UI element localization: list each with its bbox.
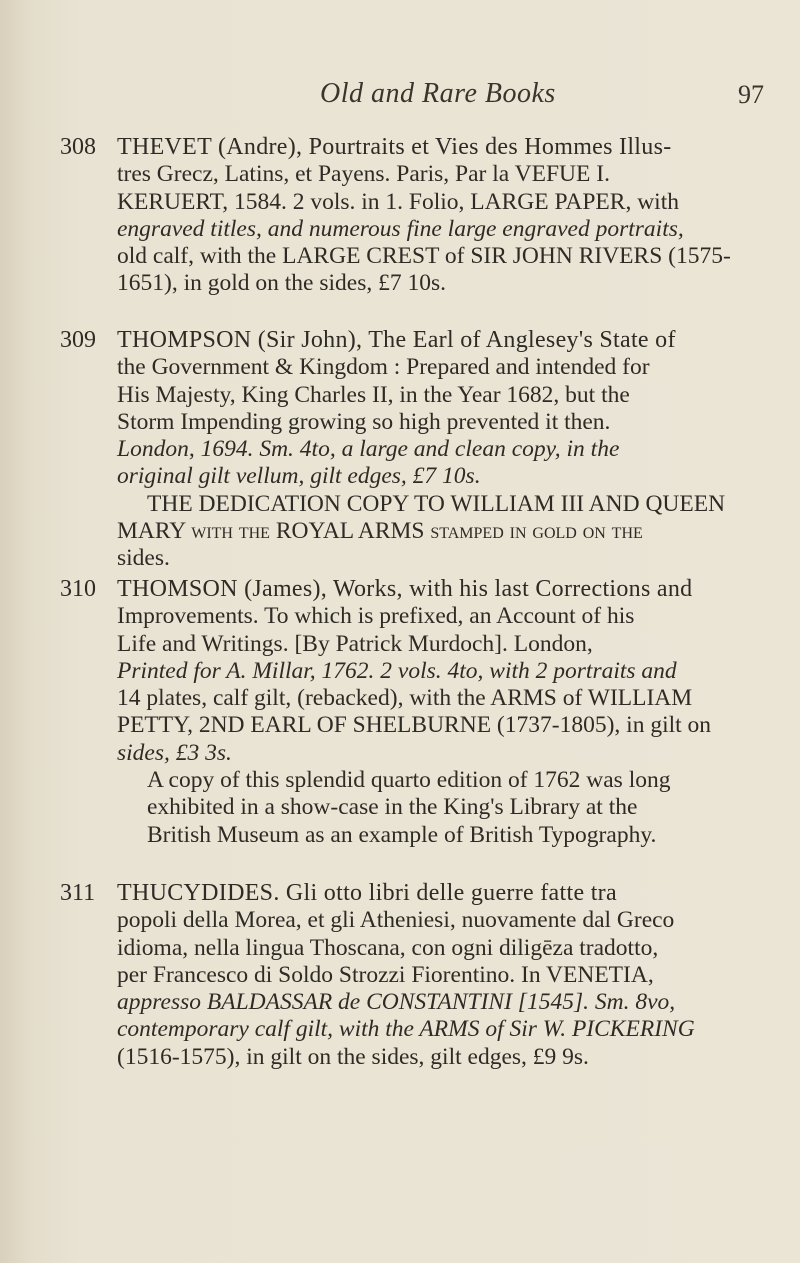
entry-note: MARY with the ROYAL ARMS stamped in gold on the bbox=[117, 518, 643, 545]
entry-description bbox=[117, 576, 777, 849]
entry-line: THOMPSON (Sir John), The Earl of Anglesey's State of bbox=[117, 327, 676, 353]
entry-line: Improvements. To which is prefixed, an Account of his bbox=[117, 603, 635, 630]
lot-number: 311 bbox=[60, 880, 96, 906]
lot-number: 309 bbox=[60, 327, 96, 353]
entry-line: sides, £3 3s. bbox=[117, 739, 232, 766]
entry-line: tres Grecz, Latins, et Payens. Paris, Par la VEFUE I. bbox=[117, 161, 610, 188]
entry-line: contemporary calf gilt, with the ARMS of Sir W. PICKERING bbox=[117, 1016, 695, 1043]
entry-line: 14 plates, calf gilt, (rebacked), with the ARMS of WILLIAM bbox=[117, 685, 693, 712]
entry-note: British Museum as an example of British Typography. bbox=[147, 821, 657, 848]
entry-line: per Francesco di Soldo Strozzi Fiorentino. In VENETIA, bbox=[117, 961, 654, 988]
entry-note: exhibited in a show-case in the King's Library at the bbox=[147, 794, 638, 821]
entry-line: popoli della Morea, et gli Atheniesi, nuovamente dal Greco bbox=[117, 907, 675, 934]
entry-description bbox=[117, 134, 777, 298]
entry-line: Life and Writings. [By Patrick Murdoch]. London, bbox=[117, 630, 593, 657]
page-header bbox=[0, 78, 800, 118]
lot-number: 308 bbox=[60, 134, 96, 160]
entry-line: THOMSON (James), Works, with his last Corrections and bbox=[117, 576, 693, 602]
entry-line: THEVET (Andre), Pourtraits et Vies des Hommes Illus- bbox=[117, 134, 672, 160]
entry-line: THUCYDIDES. Gli otto libri delle guerre fatte tra bbox=[117, 880, 617, 906]
entry-line: His Majesty, King Charles II, in the Year 1682, but the bbox=[117, 381, 630, 408]
entry-line: appresso BALDASSAR de CONSTANTINI [1545]. Sm. 8vo, bbox=[117, 989, 676, 1016]
entry-line: 1651), in gold on the sides, £7 10s. bbox=[117, 270, 446, 297]
entry-line: KERUERT, 1584. 2 vols. in 1. Folio, LARGE PAPER, with bbox=[117, 188, 679, 215]
entry-note: sides. bbox=[117, 545, 170, 572]
entry-line: (1516-1575), in gilt on the sides, gilt edges, £9 9s. bbox=[117, 1043, 589, 1070]
page-number: 97 bbox=[738, 80, 764, 109]
entry-note: A copy of this splendid quarto edition of 1762 was long bbox=[147, 767, 671, 794]
lot-number: 310 bbox=[60, 576, 96, 602]
entry-line: idioma, nella lingua Thoscana, con ogni diligēza tradotto, bbox=[117, 934, 659, 961]
entry-line: old calf, with the LARGE CREST of SIR JOHN RIVERS (1575- bbox=[117, 243, 731, 270]
running-title: Old and Rare Books bbox=[320, 78, 556, 109]
entry-line: original gilt vellum, gilt edges, £7 10s. bbox=[117, 463, 481, 490]
entry-line: PETTY, 2ND EARL OF SHELBURNE (1737-1805), in gilt on bbox=[117, 712, 712, 739]
entry-line: London, 1694. Sm. 4to, a large and clean copy, in the bbox=[117, 436, 620, 463]
entry-description bbox=[117, 327, 777, 573]
entry-note: THE DEDICATION COPY TO WILLIAM III AND QUEEN bbox=[147, 490, 726, 517]
entry-line: Storm Impending growing so high prevented it then. bbox=[117, 408, 611, 435]
entry-description bbox=[117, 880, 777, 1071]
entry-line: Printed for A. Millar, 1762. 2 vols. 4to, with 2 portraits and bbox=[117, 657, 677, 684]
entry-line: engraved titles, and numerous fine large engraved portraits, bbox=[117, 215, 684, 242]
entry-line: the Government & Kingdom : Prepared and intended for bbox=[117, 354, 650, 381]
